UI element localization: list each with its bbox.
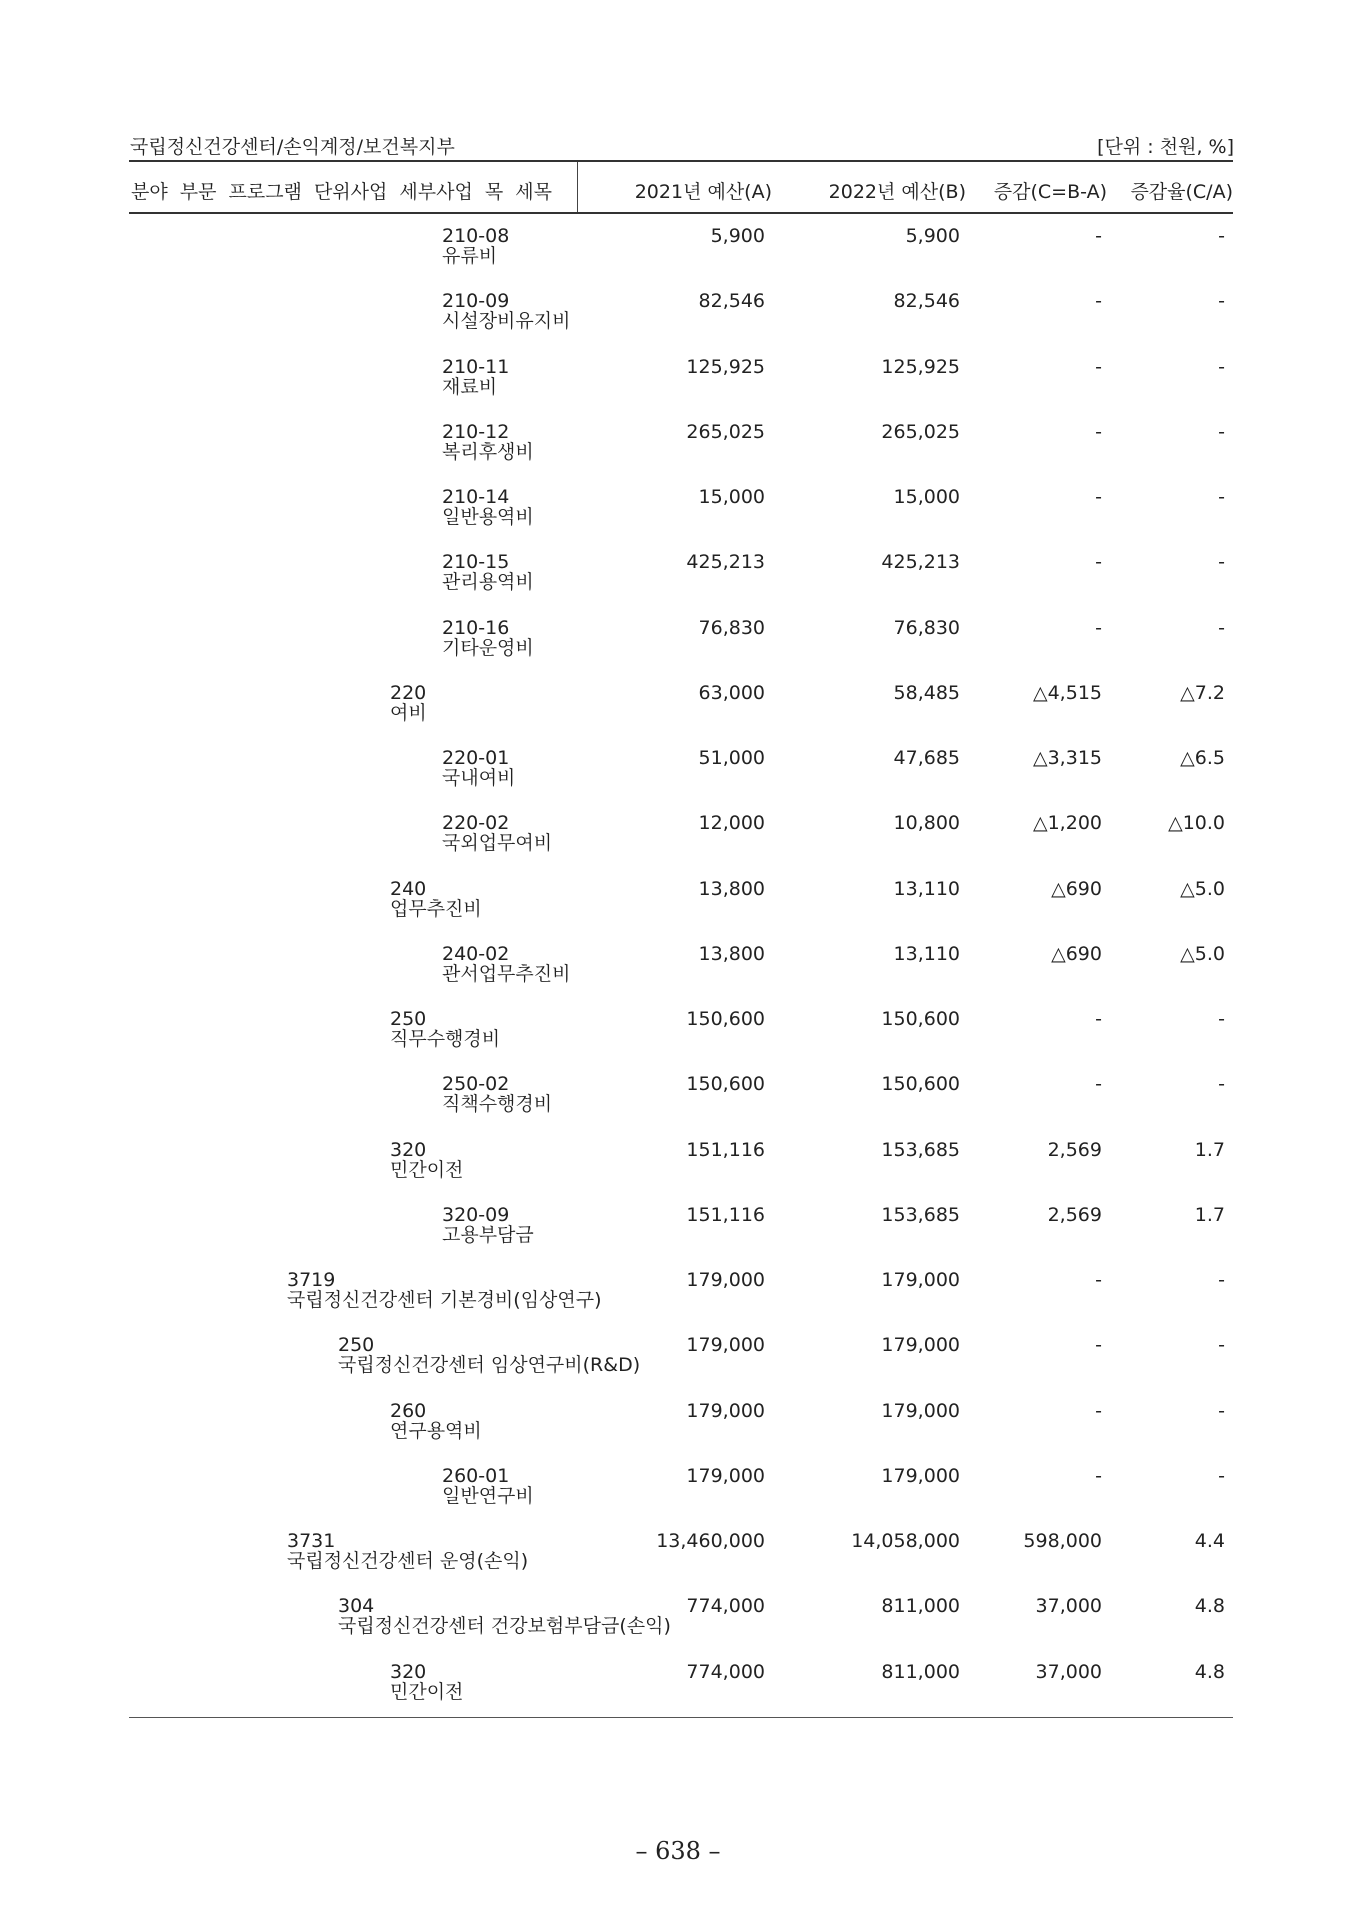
row-change-rate: - [1218, 355, 1225, 378]
row-code: 260 [390, 1399, 427, 1422]
row-code: 250 [338, 1334, 375, 1357]
row-change: - [1095, 486, 1102, 508]
row-name: 연구용역비 [390, 1419, 482, 1442]
row-budget-2022: 179,000 [881, 1399, 960, 1422]
row-change-rate: - [1218, 1073, 1225, 1096]
row-name: 민간이전 [390, 1680, 464, 1703]
table-row [0, 1008, 1356, 1073]
row-change-rate: △10.0 [1168, 812, 1225, 835]
table-row [0, 356, 1356, 421]
table-row [0, 812, 1356, 877]
table-row [0, 225, 1356, 290]
row-change-rate: 4.4 [1194, 1530, 1225, 1552]
row-change-rate: 4.8 [1194, 1660, 1225, 1683]
row-name: 관서업무추진비 [442, 962, 571, 985]
row-budget-2021: 425,213 [686, 551, 765, 574]
row-budget-2022: 153,685 [881, 1203, 960, 1226]
row-code: 320 [390, 1138, 427, 1161]
row-code: 220 [390, 681, 427, 704]
row-name: 국립정신건강센터 기본경비(임상연구) [287, 1289, 602, 1311]
table-row [0, 1139, 1356, 1204]
row-code: 240 [390, 877, 427, 900]
document-title: 국립정신건강센터/손익계정/보건복지부 [130, 136, 455, 158]
row-budget-2022: 15,000 [893, 486, 960, 508]
row-name: 복리후생비 [442, 440, 534, 463]
row-budget-2021: 179,000 [686, 1464, 765, 1487]
table-row [0, 747, 1356, 812]
row-code: 220-01 [442, 747, 510, 769]
row-code: 210-08 [442, 225, 510, 247]
row-code: 250-02 [442, 1073, 510, 1096]
row-change-rate: 1.7 [1194, 1203, 1225, 1226]
row-change-rate: - [1218, 1399, 1225, 1422]
row-change: - [1095, 1399, 1102, 1422]
row-name: 일반연구비 [442, 1484, 534, 1507]
row-budget-2021: 13,460,000 [656, 1530, 765, 1552]
row-budget-2022: 811,000 [881, 1660, 960, 1683]
row-budget-2021: 12,000 [698, 812, 765, 835]
row-budget-2022: 811,000 [881, 1595, 960, 1618]
row-change: - [1095, 616, 1102, 639]
row-change-rate: △7.2 [1180, 681, 1225, 704]
row-code: 250 [390, 1008, 427, 1030]
row-change: △690 [1051, 877, 1102, 900]
row-change-rate: - [1218, 420, 1225, 443]
row-change-rate: △6.5 [1180, 747, 1225, 769]
row-change-rate: - [1218, 1464, 1225, 1487]
row-change: 598,000 [1023, 1530, 1102, 1552]
row-change: - [1095, 1073, 1102, 1096]
row-code: 210-16 [442, 616, 510, 639]
row-change: - [1095, 290, 1102, 313]
row-name: 시설장비유지비 [442, 310, 571, 333]
row-change-rate: 4.8 [1194, 1595, 1225, 1618]
row-budget-2022: 13,110 [893, 942, 960, 965]
row-name: 재료비 [442, 375, 498, 398]
row-budget-2022: 82,546 [893, 290, 960, 313]
row-name: 관리용역비 [442, 571, 534, 594]
row-change-rate: - [1218, 1334, 1225, 1357]
row-name: 고용부담금 [442, 1223, 534, 1246]
row-budget-2022: 5,900 [905, 225, 960, 247]
table-row [0, 682, 1356, 747]
row-budget-2022: 179,000 [881, 1334, 960, 1357]
row-name: 여비 [390, 701, 427, 724]
table-row [0, 421, 1356, 486]
row-budget-2021: 51,000 [698, 747, 765, 769]
row-change-rate: △5.0 [1180, 942, 1225, 965]
row-code: 304 [338, 1595, 375, 1618]
row-change-rate: 1.7 [1194, 1138, 1225, 1161]
table-bottom-rule [129, 1717, 1233, 1718]
column-header-change-rate: 증감율(C/A) [1130, 181, 1233, 203]
row-budget-2021: 774,000 [686, 1595, 765, 1618]
row-budget-2022: 76,830 [893, 616, 960, 639]
row-name: 일반용역비 [442, 506, 534, 528]
row-code: 220-02 [442, 812, 510, 835]
column-header-change: 증감(C=B-A) [993, 181, 1107, 203]
row-budget-2021: 265,025 [686, 420, 765, 443]
row-budget-2021: 179,000 [686, 1334, 765, 1357]
row-change: △4,515 [1032, 681, 1102, 704]
table-header-rule [129, 212, 1233, 214]
row-budget-2022: 14,058,000 [851, 1530, 960, 1552]
row-budget-2022: 47,685 [893, 747, 960, 769]
row-code: 320-09 [442, 1203, 510, 1226]
row-name: 민간이전 [390, 1158, 464, 1181]
row-name: 국내여비 [442, 767, 516, 789]
row-budget-2021: 151,116 [686, 1203, 765, 1226]
row-change-rate: - [1218, 290, 1225, 313]
row-budget-2022: 153,685 [881, 1138, 960, 1161]
table-row [0, 1400, 1356, 1465]
row-change: - [1095, 1008, 1102, 1030]
row-change: - [1095, 1334, 1102, 1357]
unit-label: [단위 : 천원, %] [1097, 136, 1234, 158]
row-change-rate: - [1218, 1008, 1225, 1030]
row-change-rate: - [1218, 1269, 1225, 1291]
row-code: 260-01 [442, 1464, 510, 1487]
row-change: - [1095, 420, 1102, 443]
row-budget-2021: 5,900 [710, 225, 765, 247]
row-change-rate: △5.0 [1180, 877, 1225, 900]
row-name: 국립정신건강센터 건강보험부담금(손익) [338, 1615, 671, 1638]
row-change: - [1095, 225, 1102, 247]
table-row [0, 1334, 1356, 1399]
row-budget-2021: 82,546 [698, 290, 765, 313]
row-budget-2022: 10,800 [893, 812, 960, 835]
row-budget-2021: 15,000 [698, 486, 765, 508]
table-row [0, 878, 1356, 943]
table-row [0, 486, 1356, 551]
row-change: - [1095, 1269, 1102, 1291]
row-code: 210-11 [442, 355, 510, 378]
row-budget-2022: 425,213 [881, 551, 960, 574]
row-budget-2022: 58,485 [893, 681, 960, 704]
row-code: 210-09 [442, 290, 510, 313]
row-change: 2,569 [1047, 1203, 1102, 1226]
column-header-category: 분야 부문 프로그램 단위사업 세부사업 목 세목 [131, 181, 552, 203]
table-row [0, 290, 1356, 355]
row-budget-2022: 125,925 [881, 355, 960, 378]
table-row [0, 1204, 1356, 1269]
row-name: 국외업무여비 [442, 832, 553, 855]
row-name: 직무수행경비 [390, 1028, 501, 1050]
row-budget-2021: 13,800 [698, 942, 765, 965]
row-budget-2022: 13,110 [893, 877, 960, 900]
row-code: 210-15 [442, 551, 510, 574]
row-budget-2021: 125,925 [686, 355, 765, 378]
row-budget-2022: 179,000 [881, 1269, 960, 1291]
row-change: △3,315 [1032, 747, 1102, 769]
header-column-divider [577, 162, 578, 212]
table-row [0, 1073, 1356, 1138]
row-change: - [1095, 551, 1102, 574]
table-row [0, 1465, 1356, 1530]
row-budget-2021: 76,830 [698, 616, 765, 639]
row-name: 유류비 [442, 245, 498, 267]
row-budget-2021: 13,800 [698, 877, 765, 900]
row-budget-2022: 179,000 [881, 1464, 960, 1487]
row-change-rate: - [1218, 486, 1225, 508]
row-code: 320 [390, 1660, 427, 1683]
table-row [0, 551, 1356, 616]
table-row [0, 1530, 1356, 1595]
column-header-budget-2022: 2022년 예산(B) [828, 181, 966, 203]
row-change: 37,000 [1035, 1595, 1102, 1618]
row-budget-2021: 774,000 [686, 1660, 765, 1683]
table-row [0, 943, 1356, 1008]
row-change-rate: - [1218, 225, 1225, 247]
row-code: 240-02 [442, 942, 510, 965]
row-change: △1,200 [1032, 812, 1102, 835]
table-row [0, 617, 1356, 682]
table-row [0, 1595, 1356, 1660]
row-change-rate: - [1218, 551, 1225, 574]
row-change: △690 [1051, 942, 1102, 965]
row-name: 기타운영비 [442, 636, 534, 659]
row-name: 국립정신건강센터 운영(손익) [287, 1550, 529, 1572]
table-row [0, 1661, 1356, 1726]
row-budget-2021: 151,116 [686, 1138, 765, 1161]
row-budget-2022: 150,600 [881, 1073, 960, 1096]
row-name: 직책수행경비 [442, 1093, 553, 1116]
row-change-rate: - [1218, 616, 1225, 639]
table-top-rule [129, 160, 1233, 162]
row-budget-2022: 150,600 [881, 1008, 960, 1030]
row-budget-2021: 179,000 [686, 1399, 765, 1422]
row-change: - [1095, 1464, 1102, 1487]
row-code: 3719 [287, 1269, 336, 1291]
row-change: 2,569 [1047, 1138, 1102, 1161]
page-number: – 638 – [635, 1837, 721, 1865]
row-budget-2021: 150,600 [686, 1073, 765, 1096]
table-row [0, 1269, 1356, 1334]
row-code: 210-14 [442, 486, 510, 508]
row-code: 3731 [287, 1530, 336, 1552]
row-change: - [1095, 355, 1102, 378]
row-budget-2021: 179,000 [686, 1269, 765, 1291]
row-code: 210-12 [442, 420, 510, 443]
row-budget-2022: 265,025 [881, 420, 960, 443]
row-change: 37,000 [1035, 1660, 1102, 1683]
row-name: 업무추진비 [390, 897, 482, 920]
row-budget-2021: 63,000 [698, 681, 765, 704]
row-budget-2021: 150,600 [686, 1008, 765, 1030]
row-name: 국립정신건강센터 임상연구비(R&D) [338, 1354, 641, 1377]
column-header-budget-2021: 2021년 예산(A) [634, 181, 772, 203]
